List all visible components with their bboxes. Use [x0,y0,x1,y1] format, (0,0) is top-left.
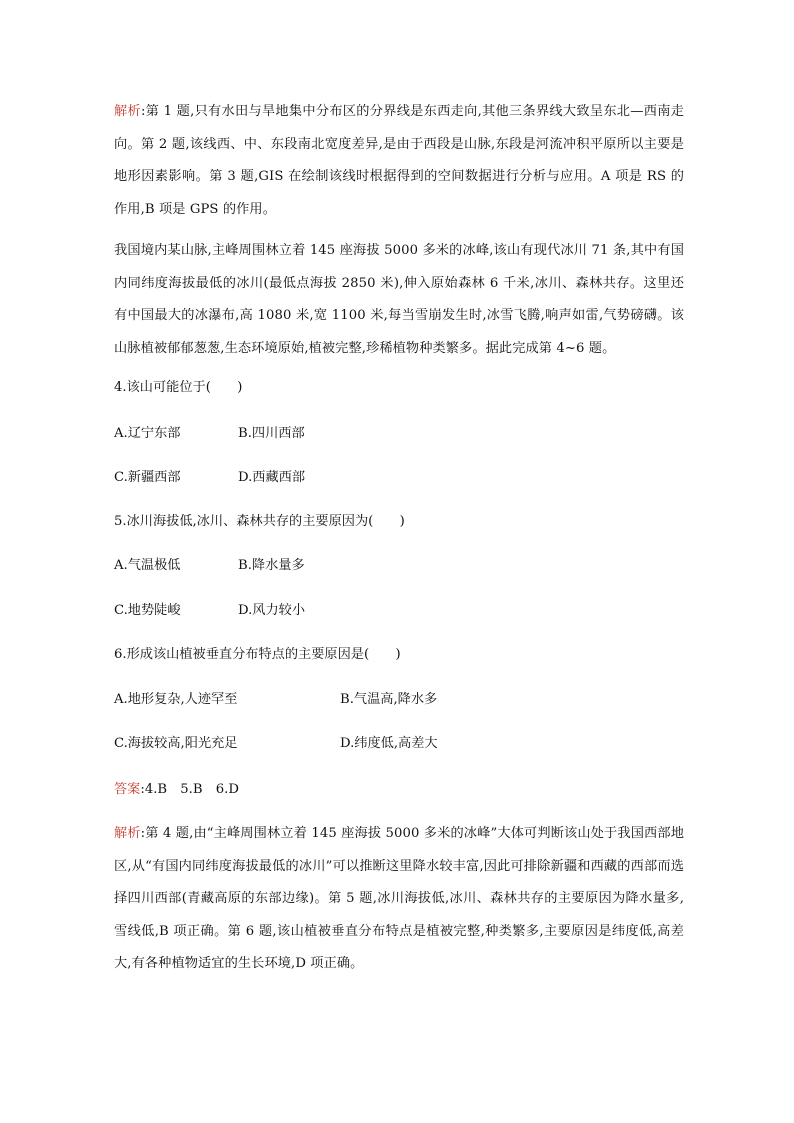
question-6-stem: 6.形成该山植被垂直分布特点的主要原因是( ) [114,647,401,662]
passage-text: 我国境内某山脉,主峰周围林立着 145 座海拔 5000 多米的冰峰,该山有现代冰川 71 条,其中有国内同纬度海拔最低的冰川(最低点海拔 2850 米),伸入原始森林 6 千米,冰川、森林共存。这里还有中国最大的冰瀑布,高 1080 米,宽 1100 米,每当雪崩发生时,冰雪飞腾,响声如雷,气势磅礴。该山脉植被郁郁葱葱,生态环境原始,植被完整,珍稀植物种类繁多。据此完成第 4~6 题。 [114,243,684,356]
question-5-option-a: A.气温极低 [114,558,181,573]
answer-text: :4.B 5.B 6.D [140,782,239,797]
analysis-text: :第 4 题,由“主峰周围林立着 145 座海拔 5000 多米的冰峰”大体可判断该山处于我国西部地区,从“有国内同纬度海拔最低的冰川”可以推断这里降水较丰富,因此可排除新疆和西藏的西部而选择四川西部(青藏高原的东部边缘)。第 5 题,冰川海拔低,冰川、森林共存的主要原因为降水量多,雪线低,B 项正确。第 6 题,该山植被垂直分布特点是植被完整,种类繁多,主要原因是纬度低,高差大,有各种植物适宜的生长环境,D 项正确。 [114,826,684,971]
analysis-paragraph-2 [114,818,684,981]
question-6-option-c: C.海拔较高,阳光充足 [114,736,238,751]
question-5-option-b: B.降水量多 [238,558,305,573]
question-6-option-b: B.气温高,降水多 [340,692,438,707]
question-6-option-a: A.地形复杂,人迹罕至 [114,692,238,707]
answer-line [114,780,239,800]
answer-label: 答案 [114,782,141,797]
question-5-stem: 5.冰川海拔低,冰川、森林共存的主要原因为( ) [114,514,405,529]
question-5-option-d: D.风力较小 [238,603,306,618]
question-4-option-d: D.西藏西部 [238,470,306,485]
analysis-label: 解析 [114,104,141,119]
analysis-paragraph-1 [114,96,684,226]
analysis-text: :第 1 题,只有水田与旱地集中分布区的分界线是东西走向,其他三条界线大致呈东北—西南走向。第 2 题,该线西、中、东段南北宽度差异,是由于西段是山脉,东段是河流冲积平原所以主要是地形因素影响。第 3 题,GIS 在绘制该线时根据得到的空间数据进行分析与应用。A 项是 RS 的作用,B 项是 GPS 的作用。 [114,104,684,217]
question-4-option-c: C.新疆西部 [114,470,181,485]
passage-paragraph [114,235,684,365]
question-4-option-a: A.辽宁东部 [114,426,181,441]
question-4-stem: 4.该山可能位于( ) [114,380,243,395]
analysis-label: 解析 [114,826,141,841]
question-5-option-c: C.地势陡峻 [114,603,181,618]
question-6-option-d: D.纬度低,高差大 [340,736,438,751]
question-4-option-b: B.四川西部 [238,426,305,441]
